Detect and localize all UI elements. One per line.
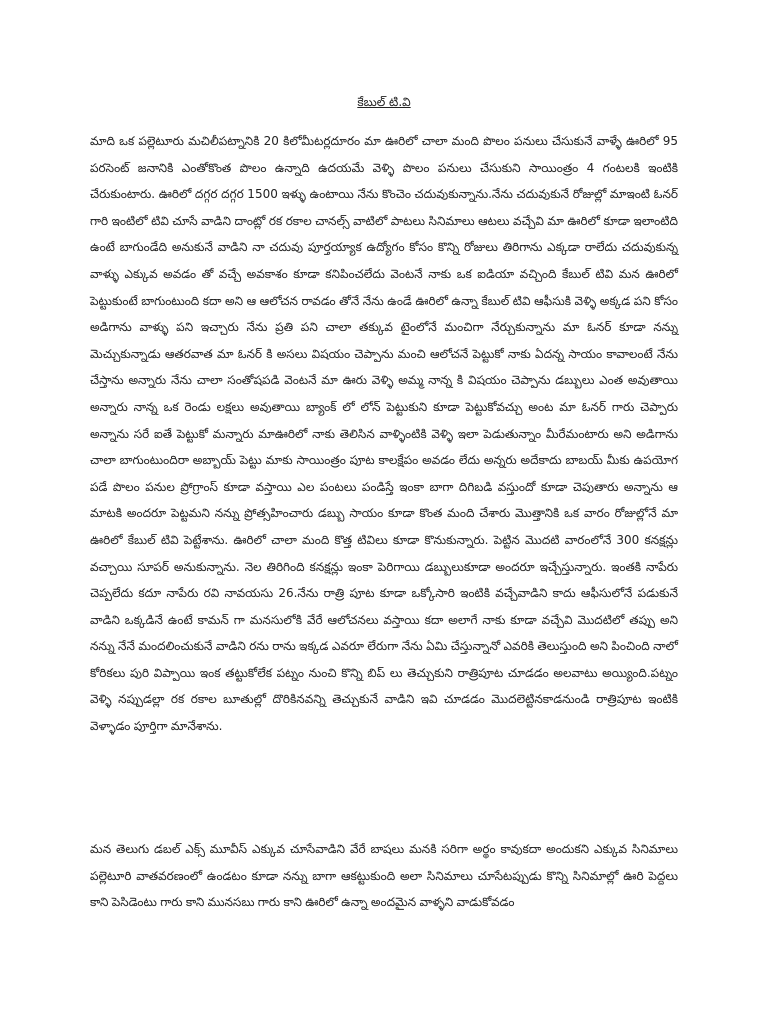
document-title: కేబుల్ టి.వి (357, 95, 411, 109)
paragraph-1: మాది ఒక పల్లెటూరు మచిలీపట్నానికి 20 కిలోమీటర్లదూరం మా ఊరిలో చాలా మంది పొలం పనులు చేసుకునే వాళ్ళే ఊరిలో 95 పరసెంట్ జనానికి ఎంతోకొంత పొలం ఉన్నాది ఉదయమే వెళ్ళి పొలం పనులు చేసుకుని సాయింత్రం 4 గంటలకి ఇంటికి చేరుకుంటారు. ఊరిలో దగ్గర దగ్గర 1500 ఇళ్ళు ఉంటాయి నేను కొంచెం చదువుకున్నాను.నేను చదువుకునే రోజుల్లో మాఇంటి ఓనర్ గారి ఇంటిలో టివి చూసే వాడిని దాంట్లో రక రకాల చానల్స్ వాటిలో పాటలు సినిమాలు ఆటలు వచ్చేవి మా ఊరిలో కూడా ఇలాంటిది ఉంటే బాగుండేది అనుకునే వాడిని నా చదువు పూర్తయ్యాక ఉద్యోగం కోసం కొన్ని రోజులు తిరిగాను ఎక్కడా రాలేదు చదువుకున్న వాళ్ళు ఎక్కువ అవడం తో వచ్చే అవకాశం కూడా కనిపించలేదు వెంటనే నాకు ఒక ఐడియా వచ్చింది కేబుల్ టివి మన ఊరిలో పెట్టుకుంటే బాగుంటుంది కదా అని ఆ ఆలోచన రావడం తోనే నేను ఉండే ఊరిలో ఉన్నా కేబుల్ టివి ఆఫీసుకి వెళ్ళి అక్కడ పని కోసం అడిగాను వాళ్ళు పని ఇచ్చారు నేను ప్రతి పని చాలా తక్కువ టైంలోనే మంచిగా నేర్చుకున్నాను మా ఓనర్ కూడా నన్ను మెచ్చుకున్నాడు ఆతరవాత మా ఓనర్ కి అసలు విషయం చెప్పాను మంచి ఆలోచనే పెట్టుకో నాకు ఏదన్న సాయం కావాలంటే నేను చేస్తాను అన్నారు నేను చాలా సంతోషపడి వెంటనే మా ఊరు వెళ్ళి అమ్మ నాన్న కి విషయం చెప్పాను డబ్బులు ఎంత అవుతాయి అన్నారు నాన్న ఒక రెండు లక్షలు అవుతాయి బ్యాంక్ లో లోన్ పెట్టుకుని కూడా పెట్టుకోవచ్చు అంట మా ఓనర్ గారు చెప్పారు అన్నాను సరే ఐతే పెట్టుకో మన్నారు మాఊరిలో నాకు తెలిసిన వాళ్ళింటికి వెళ్ళి ఇలా పెడుతున్నాం మీరేమంటారు అని అడిగాను చాలా బాగుంటుందిరా అబ్బాయ్ పెట్టు మాకు సాయింత్రం పూట కాలక్షేపం అవడం లేదు అన్నరు అదేకాదు బాబయ్ మీకు ఉపయోగ పడే పొలం పనుల ప్రోగ్రాంస్ కూడా వస్తాయి ఎల పంటలు పండిస్తే ఇంకా బాగా దిగిబడి వస్తుందో కూడా చెపుతారు అన్నాను ఆ మాటకి అందరూ పెట్టమని నన్ను ప్రోత్సహించారు డబ్బు సాయం కూడా కొంత మంది చేశారు మొత్తానికి ఒక వారం రోజుల్లోనే మా ఊరిలో కేబుల్ టివి పెట్టేశాను. ఊరిలో చాలా మంది కొత్త టివిలు కూడా కొనుకున్నారు. పెట్టిన మొదటి వారంలోనే 300 కనక్షన్లు వచ్చాయి సూపర్ అనుకున్నాను. నెల తిరిగింది కనక్షన్లు ఇంకా పెరిగాయి డబ్బులుకూడా అందరూ ఇచ్చేస్తున్నారు. ఇంతకి నాపేరు చెప్పలేదు కదూ నాపేరు రవి నావయసు 26.నేను రాత్రి పూట కూడా ఒక్కోసారి ఇంటికి వచ్చేవాడిని కాదు ఆఫీసులోనే పడుకునే వాడిని ఒక్కడినే ఉంటే కామన్ గా మనసులోకి వేరే ఆలోచనలు వస్తాయి కదా అలాగే నాకు కూడా వచ్చేవి మొదటిలో తప్పు అని నన్ను నేనే మందలించుకునే వాడిని రను రాను ఇక్కడ ఎవరూ లేరుగా నేను ఏమి చేస్తున్నానో ఎవరికి తెలుస్తుంది అని పించింది నాలో కోరికలు పురి విప్పాయి ఇంక తట్టుకోలేక పట్నం నుంచి కొన్ని బిప్ లు తెచ్చుకుని రాత్రిపూట చూడడం అలవాటు అయ్యింది.పట్నం వెళ్ళి నప్పుడల్లా రక రకాల బూతుల్లో దొరికినవన్ని తెచ్చుకునే వాడిని ఇవి చూడడం మొదలెట్టినకాడనుండి రాత్రిపూట ఇంటికి వెళ్ళాడం పూర్తిగా మానేశాను. (90, 134, 678, 734)
paragraph-2: మన తెలుగు డబల్ ఎక్స్ మూవీస్ ఎక్కువ చూసేవాడిని వేరే బాషలు మనకి సరిగా అర్థం కావుకదా అందుకని ఎక్కువ సినిమాలు పల్లెటూరి వాతవరణంలో ఉండటం కూడా నన్ను బాగా ఆకట్టుకుంది అలా సినిమాలు చూసేటప్పుడు కొన్ని సినిమాల్లో ఊరి పెద్దలు కాని పెసిడెంటు గారు కాని మునసబు గారు కాని ఊరిలో ఉన్నా అందమైన వాళ్ళని వాడుకోవడం (90, 842, 678, 910)
